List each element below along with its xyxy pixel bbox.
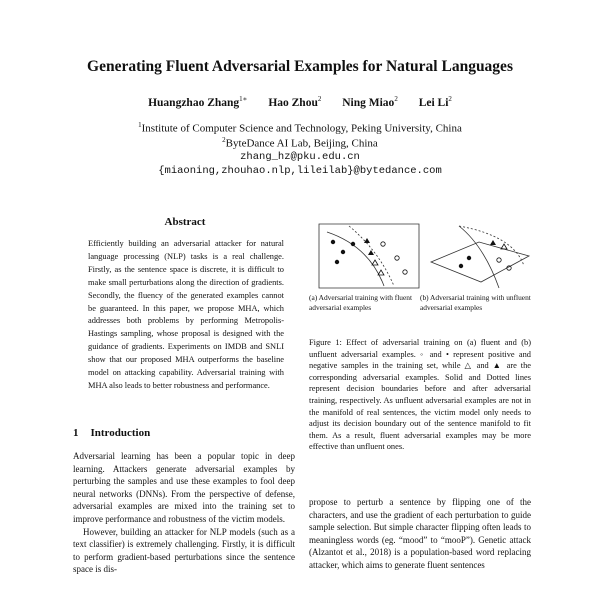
introduction-text xyxy=(73,450,295,576)
paper-title: Generating Fluent Adversarial Examples for Natural Languages xyxy=(87,58,513,75)
figure-caption: Figure 1: Effect of adversarial training on (a) fluent and (b) unfluent adversarial examples. ◦ and • represent positive and negative samples in the training set, while △ and ▲ are the corresponding adversarial examples. Solid and Dotted lines represent decision boundaries before and after adversarial training, respectively. As unfluent adversarial examples are not in the manifold of real sentences, the victim model only needs to adjust its decision boundary out of the sentence manifold to fit them. As a result, fluent adversarial examples may be more effective than unfluent ones. xyxy=(309,338,531,452)
paragraph: Adversarial learning has been a popular topic in deep learning. Attackers generate adversarial examples by perturbing the samples and use these examples to fool deep neural networks (DNNs). From the perspective of defense, adversarial examples are mixed into the training set to improve performance and robustness of the victim models. xyxy=(73,451,295,524)
email-1: zhang_hz@pku.edu.cn xyxy=(240,151,360,163)
abstract-heading: Abstract xyxy=(164,216,206,228)
abstract-text: Efficiently building an adversarial attacker for natural language processing (NLP) tasks is a real challenge. Firstly, as the sentence space is discrete, it is difficult to make small perturbations along the direction of gradients. Secondly, the fluency of the generated examples cannot be guaranteed. In this paper, we propose MHA, which addresses both problems by performing Metropolis-Hastings sampling, whose proposal is designed with the guidance of gradients. Experiments on IMDB and SNLI show that our proposed MHA outperforms the baseline model on attacking capability. Adversarial training with MHA also leads to better robustness and performance. xyxy=(88,239,284,390)
subcaption-b: (b) Adversarial training with unfluent adversarial examples xyxy=(420,293,531,312)
author: Hao Zhou$^2$ xyxy=(268,95,322,109)
author-list xyxy=(0,95,600,109)
subcaption-a: (a) Adversarial training with fluent adversarial examples xyxy=(309,293,413,312)
affiliation-2: $^2$ByteDance AI Lab, Beijing, China xyxy=(222,136,378,150)
affiliation-1: $^1$Institute of Computer Science and Technology, Peking University, China xyxy=(138,121,462,135)
right-column-text: propose to perturb a sentence by flipping one of the characters, and use the gradient of each perturbation to guide sample selection. But simple character flipping often leads to meaningless words (eg. “mood” to “mooP”). Genetic attack (Alzantot et al., 2018) is a population-based word replacing attacker, which aims to generate fluent sentences xyxy=(309,497,531,570)
author: Lei Li$^2$ xyxy=(418,95,452,109)
figure-panel-a xyxy=(319,224,419,288)
author: Huangzhao Zhang$^{1∗}$ xyxy=(148,95,248,109)
author: Ning Miao$^2$ xyxy=(342,95,398,109)
email-2: {miaoning,zhouhao.nlp,lileilab}@bytedance.com xyxy=(158,165,442,177)
figure-panel-b xyxy=(431,226,529,288)
paragraph: However, building an attacker for NLP models (such as a text classifier) is extremely challenging. Firstly, it is difficult to perform gradient-based perturbations since the sentence space is dis- xyxy=(73,526,295,575)
section-heading: 1 Introduction xyxy=(73,427,151,439)
figure-1-illustration xyxy=(309,216,534,296)
